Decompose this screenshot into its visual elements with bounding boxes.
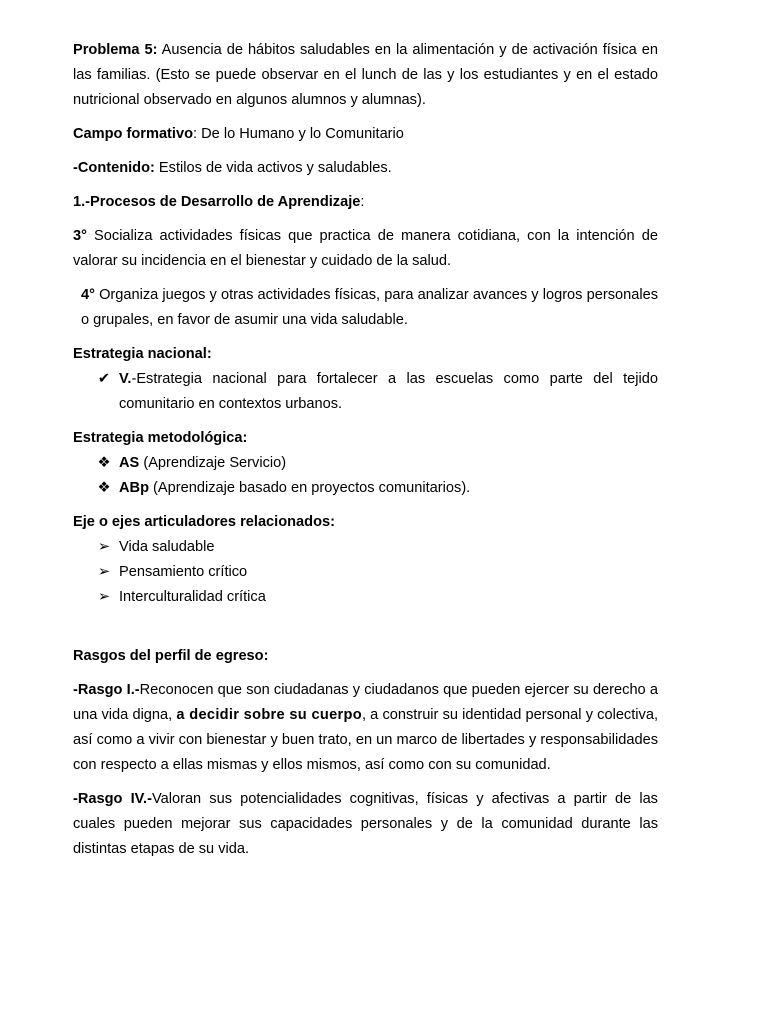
campo-label: Campo formativo [73, 126, 194, 142]
estrategia-nacional-heading [73, 342, 658, 367]
metodologia-item-text: (Aprendizaje Servicio) [139, 455, 287, 471]
arrow-bullet-icon: ➢ [97, 539, 111, 555]
metodologia-item-text: (Aprendizaje basado en proyectos comunitarios). [149, 480, 471, 496]
eje-item-text: Interculturalidad crítica [119, 589, 266, 605]
estrategia-nacional-item-text: -Estrategia nacional para fortalecer a las escuelas como parte del tejido comunitario en contextos urbanos. [119, 371, 658, 412]
grado3-text: Socializa actividades físicas que practica de manera cotidiana, con la intención de valorar su incidencia en el bienestar y cuidado de la salud. [73, 228, 658, 269]
procesos-label: 1.-Procesos de Desarrollo de Aprendizaje [73, 194, 361, 210]
metodologia-item-label: ABp [119, 480, 149, 496]
list-item [73, 585, 658, 610]
contenido [73, 156, 658, 181]
rasgo4-label: -Rasgo IV.- [73, 791, 152, 807]
diamond-bullet-icon: ❖ [97, 455, 111, 471]
problema-label: Problema 5: [73, 42, 158, 58]
diamond-bullet-icon: ❖ [97, 480, 111, 496]
rasgo1-text-b: , a construir su identidad personal y colectiva, así como a vivir con bienestar y buen trato, en un marco de libertades y responsabilidades con respecto a ellas mismas y ellos mismos, así como con su comunidad. [73, 707, 658, 773]
grado4-paragraph [73, 283, 658, 333]
rasgo1-paragraph [73, 678, 658, 778]
ejes-list [73, 535, 658, 610]
arrow-bullet-icon: ➢ [97, 589, 111, 605]
list-item [73, 367, 658, 417]
grado4-label: 4° [81, 287, 95, 303]
estrategia-nacional-label: Estrategia nacional: [73, 346, 212, 362]
list-item [73, 560, 658, 585]
grado4-text: Organiza juegos y otras actividades físicas, para analizar avances y logros personales o grupales, en favor de asumir una vida saludable. [81, 287, 658, 328]
rasgo1-text-a: Reconocen que son ciudadanas y ciudadanos que pueden ejercer su derecho a una vida digna, [73, 682, 658, 723]
campo-formativo [73, 122, 658, 147]
estrategia-metodologica-list [73, 451, 658, 501]
estrategia-nacional-list [73, 367, 658, 417]
grado3-label: 3° [73, 228, 87, 244]
contenido-text: Estilos de vida activos y saludables. [154, 160, 392, 176]
checkmark-icon: ✔ [97, 371, 111, 387]
ejes-heading [73, 510, 658, 535]
grado3-paragraph [73, 224, 658, 274]
procesos-text: : [360, 194, 365, 210]
eje-item-text: Pensamiento crítico [119, 564, 248, 580]
list-item [73, 451, 658, 476]
procesos-heading [73, 190, 658, 215]
rasgo4-paragraph [73, 787, 658, 862]
ejes-label: Eje o ejes articuladores relacionados: [73, 514, 335, 530]
rasgo1-bold: a decidir sobre su cuerpo [176, 707, 362, 723]
rasgo1-label: -Rasgo I.- [73, 682, 140, 698]
problema-text: Ausencia de hábitos saludables en la alimentación y de activación física en las familias. (Esto se puede observar en el lunch de las y los estudiantes y en el estado nutricional observado en algunos alumnos y alumnas). [73, 42, 658, 108]
problema-paragraph [73, 38, 658, 113]
list-item [73, 535, 658, 560]
rasgos-label: Rasgos del perfil de egreso: [73, 648, 269, 664]
estrategia-metodologica-heading [73, 426, 658, 451]
list-item [73, 476, 658, 501]
estrategia-nacional-item-label: V. [119, 371, 132, 387]
arrow-bullet-icon: ➢ [97, 564, 111, 580]
rasgo4-text: Valoran sus potencialidades cognitivas, físicas y afectivas a partir de las cuales pueden mejorar sus capacidades personales y de la comunidad durante las distintas etapas de su vida. [73, 791, 658, 857]
metodologia-item-label: AS [119, 455, 140, 471]
campo-text: : De lo Humano y lo Comunitario [193, 126, 404, 142]
estrategia-metodologica-label: Estrategia metodológica: [73, 430, 248, 446]
eje-item-text: Vida saludable [119, 539, 215, 555]
rasgos-heading [73, 644, 658, 669]
contenido-label: -Contenido: [73, 160, 155, 176]
